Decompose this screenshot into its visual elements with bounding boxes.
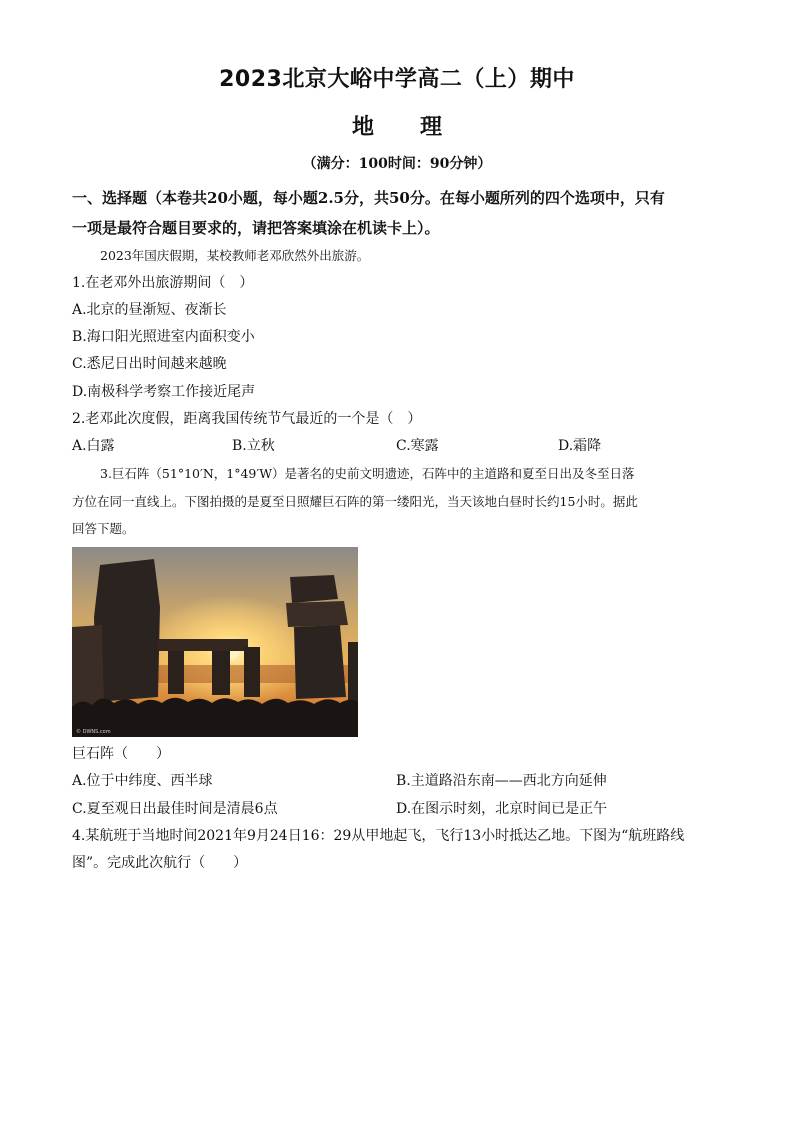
q1-option-a: A.北京的昼渐短、夜渐长 — [72, 302, 227, 318]
q3-option-c: C.夏至观日出最佳时间是清晨6点 — [72, 801, 278, 817]
exam-info: （满分：100时间：90分钟） — [302, 156, 492, 172]
section-heading-line2: 一项是最符合题目要求的，请把答案填涂在机读卡上）。 — [72, 219, 440, 237]
subject-title-left: 地 — [351, 115, 374, 140]
q1-option-d: D.南极科学考察工作接近尾声 — [72, 384, 256, 400]
section-heading-line1: 一、选择题（本卷共20小题，每小题2.5分，共50分。在每小题所列的四个选项中，只有 — [72, 189, 665, 207]
q3-option-d: D.在图示时刻，北京时间已是正午 — [396, 801, 608, 817]
q4-stem-line2: 图”。完成此次航行（ ） — [72, 855, 248, 871]
q3-options-row1 — [72, 771, 722, 791]
q3-passage-line2: 方位在同一直线上。下图拍摄的是夏至日照耀巨石阵的第一缕阳光，当天该地白昼时长约15小时。据此 — [72, 494, 638, 509]
q3-option-b: B.主道路沿东南——西北方向延伸 — [396, 773, 607, 789]
q2-options — [72, 436, 722, 456]
q4-stem-line1: 4.某航班于当地时间2021年9月24日16：29从甲地起飞，飞行13小时抵达乙地。下图为“航班路线 — [72, 828, 685, 844]
stonehenge-sunrise-icon — [72, 547, 358, 737]
q1-stem: 1.在老邓外出旅游期间（ ） — [72, 275, 254, 291]
q3-passage-line3: 回答下题。 — [72, 521, 135, 536]
q2-option-a: A.白露 — [72, 438, 115, 454]
subject-title — [0, 110, 794, 141]
q3-stem: 巨石阵（ ） — [72, 746, 170, 762]
passage-1: 2023年国庆假期，某校教师老邓欣然外出旅游。 — [100, 248, 370, 263]
photo-watermark: © DWNS.com — [76, 729, 111, 735]
q3-options-row2 — [72, 799, 722, 819]
subject-title-right: 理 — [420, 115, 443, 140]
q3-passage-line1: 3.巨石阵（51°10′N，1°49′W）是著名的史前文明遗迹，石阵中的主道路和夏至日出及冬至日落 — [100, 466, 635, 481]
section-heading — [72, 183, 722, 243]
stonehenge-photo — [72, 547, 358, 737]
q2-option-b: B.立秋 — [232, 438, 275, 454]
q2-option-c: C.寒露 — [396, 438, 439, 454]
q3-option-a: A.位于中纬度、西半球 — [72, 773, 213, 789]
q1-option-c: C.悉尼日出时间越来越晚 — [72, 356, 227, 372]
q1-option-b: B.海口阳光照进室内面积变小 — [72, 329, 255, 345]
exam-title: 2023北京大峪中学高二（上）期中 — [219, 67, 575, 92]
q2-option-d: D.霜降 — [558, 438, 602, 454]
q2-stem: 2.老邓此次度假，距离我国传统节气最近的一个是（ ） — [72, 411, 422, 427]
